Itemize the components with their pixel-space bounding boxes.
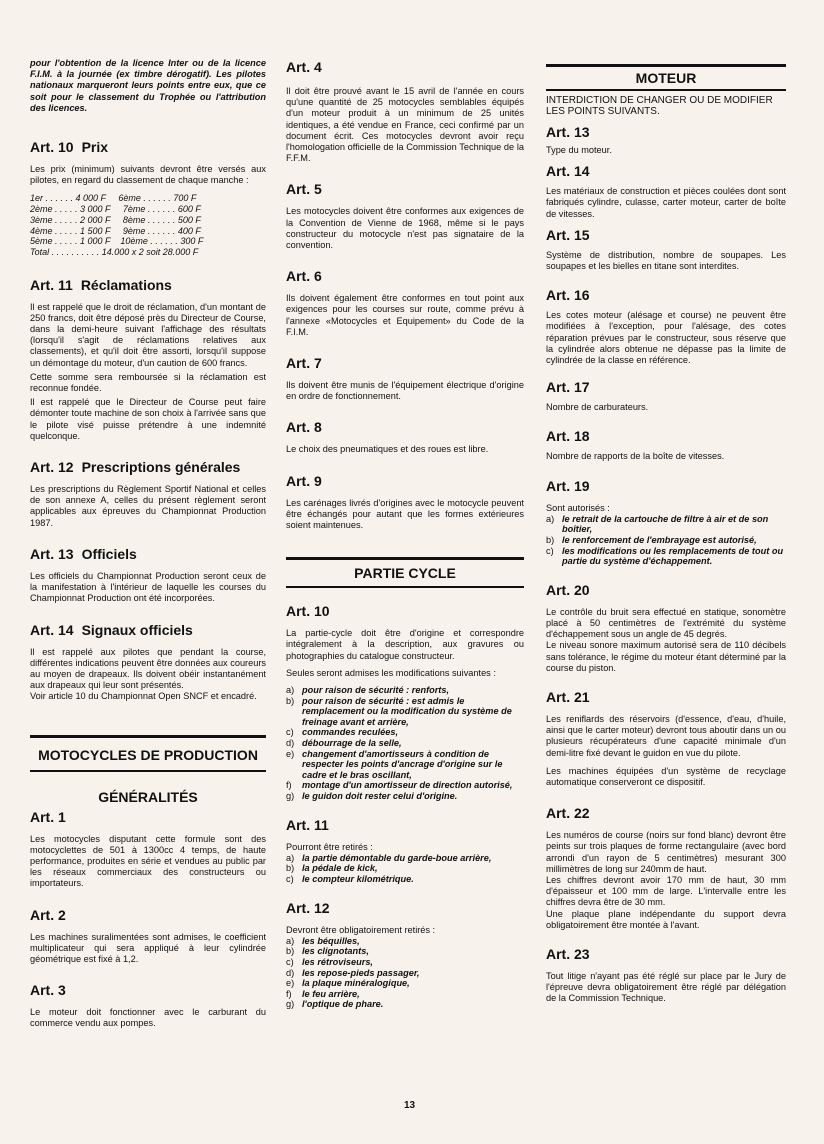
prize-table <box>30 193 266 257</box>
page-number: 13 <box>404 1100 416 1111</box>
authorized-list <box>546 514 786 567</box>
column-3 <box>546 58 786 1005</box>
art-14-text: Voir article 10 du Championnat Open SNCF et encadré. <box>30 691 257 702</box>
column-2 <box>286 58 524 1010</box>
art-10-text: Les prix (minimum) suivants devront être versés aux pilotes, en regard du classement de chaque manche : <box>30 164 266 186</box>
list-item: a) la partie démontable du garde-boue arrière, <box>286 852 492 863</box>
art-10b-text: La partie-cycle doit être d'origine et correspondre intégralement à la description, aux gravures ou photographies du catalogue constructeur. <box>286 628 524 661</box>
list-item: g) l'optique de phare. <box>286 999 384 1010</box>
removable-list <box>286 853 524 885</box>
art-11-text: Il est rappelé que le droit de réclamation, d'un montant de 250 francs, doit être déposé près du Directeur de Course, dans la demi-heure suivant l'affichage des résultats (lorsqu'il s'agit de réclamations relatives aux classements), et qu'il doit être assorti, lorsqu'il suppose un démontage du moteur, d'un caution de 600 francs. <box>30 301 266 368</box>
list-item: b) le renforcement de l'embrayage est autorisé, <box>546 535 757 546</box>
art-12b-text: Devront être obligatoirement retirés : <box>286 924 436 935</box>
art-21c-text: Les reniflards des réservoirs (d'essence, d'eau, d'huile, ainsi que le carter moteur) devront tous aboutir dans un ou plusieurs récupérateurs d'une capacité minimale d'un demi-litre fixé devant le guidon en vue du pilote. <box>546 714 786 758</box>
prize-row: 4ème . . . . . 1 500 F 9ème . . . . . . 400 F <box>30 225 201 236</box>
art-12-text: Les prescriptions du Règlement Sportif National et celles de son annexe A, celles du présent règlement seront applicables aux épreuves du Championnat Production 1987. <box>30 484 266 528</box>
list-item: g) le guidon doit rester celui d'origine. <box>286 791 458 802</box>
art-21c-heading: Art. 21 <box>546 689 590 706</box>
list-item: a) les béquilles, <box>286 935 360 946</box>
art-13c-text: Type du moteur. <box>546 145 612 155</box>
art-11-heading: Art. 11 Réclamations <box>30 276 172 293</box>
art-11b-heading: Art. 11 <box>286 816 329 833</box>
modifications-list <box>286 685 524 802</box>
art-6-heading: Art. 6 <box>286 268 322 285</box>
list-item: f) le feu arrière, <box>286 988 360 999</box>
art-22c-text: Les chiffres devront avoir 170 mm de haut, 30 mm d'épaisseur et 100 mm de large. L'intervalle entre les chiffres devra être de 30 mm. <box>546 875 786 908</box>
prize-row: 1er . . . . . . 4 000 F 6ème . . . . . . 700 F <box>30 193 197 204</box>
art-6-text: Ils doivent également être conformes en tout point aux exigences pour les courses sur route, comme prévu à l'annexe «Motocycles et Equipement» du Code de la F.I.M. <box>286 293 524 337</box>
intro-text: pour l'obtention de la licence Inter ou de la licence F.I.M. à la journée (ex timbre dérogatif). Les pilotes nationaux marqueront leurs points entre eux, que ce soit pour le classement du Trophée ou l'attribution des licences. <box>30 58 266 113</box>
art-21c-text: Les machines équipées d'un système de recyclage automatique conserveront ce dispositif. <box>546 765 786 788</box>
art-13-text: Les officiels du Championnat Production seront ceux de la manifestation à l'intérieur de laquelle les courses du Championnat Production ont été incorporées. <box>30 570 266 604</box>
art-3-heading: Art. 3 <box>30 982 66 999</box>
art-16c-text: Les cotes moteur (alésage et course) ne peuvent être modifiées à l'exception, pour l'alésage, des cotes réparation prévues par le constructeur, sous réserve que la cylindrée alors obtenue ne dépasse pas la limite de cylindrée de la classe en référence. <box>546 310 786 366</box>
prize-row: 5ème . . . . . 1 000 F 10ème . . . . . . 300 F <box>30 236 204 247</box>
prize-row: 3ème . . . . . 2 000 F 8ème . . . . . . 500 F <box>30 214 201 225</box>
art-7-text: Ils doivent être munis de l'équipement électrique d'origine en ordre de fonctionnement. <box>286 380 524 402</box>
art-12-heading: Art. 12 Prescriptions générales <box>30 459 241 476</box>
art-8-heading: Art. 8 <box>286 419 322 436</box>
list-item: c) les rétroviseurs, <box>286 956 373 967</box>
art-14c-text: Les matériaux de construction et pièces coulées dont sont fabriqués cylindre, culasse, carter moteur, carter de boîte de vitesses. <box>546 186 786 219</box>
list-item: b) pour raison de sécurité : est admis le remplacement ou la modification du système de freinage avant et arrière, <box>286 695 512 727</box>
art-4-heading: Art. 4 <box>286 59 322 75</box>
moteur-intro: INTERDICTION DE CHANGER OU DE MODIFIER LES POINTS SUIVANTS. <box>546 95 773 117</box>
art-10b-heading: Art. 10 <box>286 603 330 620</box>
art-4-text: Il doit être prouvé avant le 15 avril de l'année en cours qu'une quantité de 25 motocycles semblables équipés d'un moteur produit à un minimum de 25 unités identiques, a été vendue en France, ceci confirmé par un document écrit. Ces motocycles devront avoir reçu l'homologation officielle de la Commission Technique de la F.F.M. <box>286 86 524 164</box>
art-18c-heading: Art. 18 <box>546 428 590 445</box>
art-20c-heading: Art. 20 <box>546 581 590 598</box>
list-item: c) commandes reculées, <box>286 727 399 738</box>
prize-row: 2ème . . . . . 3 000 F 7ème . . . . . . 600 F <box>30 204 201 215</box>
art-2-heading: Art. 2 <box>30 906 66 923</box>
art-18c-text: Nombre de rapports de la boîte de vitesses. <box>546 451 725 462</box>
art-14c-heading: Art. 14 <box>546 163 590 180</box>
art-15c-text: Système de distribution, nombre de soupapes. Les soupapes et les bielles en titane sont interdites. <box>546 249 786 272</box>
art-17c-heading: Art. 17 <box>546 379 590 396</box>
section-title: MOTOCYCLES DE PRODUCTION <box>38 746 258 763</box>
art-23c-text: Tout litige n'ayant pas été réglé sur place par le Jury de l'épreuve devra obligatoirement être réglé par délégation de la Commission Technique. <box>546 971 786 1004</box>
art-19c-text: Sont autorisés : <box>546 502 610 513</box>
art-22c-heading: Art. 22 <box>546 805 590 822</box>
art-11b-text: Pourront être retirés : <box>286 841 373 852</box>
mandatory-removal-list <box>286 936 524 1010</box>
art-10b-text: Seules seront admises les modifications suivantes : <box>286 667 496 678</box>
art-1-text: Les motocycles disputant cette formule sont des motocyclettes de 501 à 1300cc 4 temps, de haute performance, produites en série et vendues au public par les réseaux commerciaux des constructeurs ou importateurs. <box>30 833 266 889</box>
list-item: c) les modifications ou les remplacements de tout ou partie du système d'échappement. <box>546 545 784 567</box>
art-14-heading: Art. 14 Signaux officiels <box>30 621 193 638</box>
art-11-text: Il est rappelé que le Directeur de Course peut faire démonter toute machine de son choix à l'arrivée sans que le pilote visé puisse prétendre à une indemnité quelconque. <box>30 397 266 441</box>
art-19c-heading: Art. 19 <box>546 477 590 494</box>
list-item: a) le retrait de la cartouche de filtre à air et de son boîtier, <box>546 513 769 535</box>
art-22c-text: Les numéros de course (noirs sur fond blanc) devront être peints sur trois plaques de forme rectangulaire (avec bord arrondi d'un rayon de 5 centimètres) mesurant 300 millimètres de long sur 240mm de haut. <box>546 830 786 874</box>
art-20c-text: Le niveau sonore maximum autorisé sera de 110 décibels sans tolérance, le régime du moteur étant déterminé par la course du piston. <box>546 640 786 673</box>
art-5-heading: Art. 5 <box>286 181 322 198</box>
art-5-text: Les motocycles doivent être conformes aux exigences de la Convention de Vienne de 1968, même si le pays constructeur du motocycle n'est pas signataire de la convention. <box>286 206 524 251</box>
list-item: c) le compteur kilométrique. <box>286 874 414 884</box>
art-22c-text: Une plaque plane indépendante du support devra obligatoirement être montée à l'avant. <box>546 908 786 930</box>
art-3-text: Le moteur doit fonctionner avec le carburant du commerce vendu aux pompes. <box>30 1007 266 1029</box>
art-12b-heading: Art. 12 <box>286 899 330 916</box>
art-9-text: Les carénages livrés d'origines avec le motocycle peuvent être échangés pour autant que les formes extérieures soient maintenues. <box>286 497 524 531</box>
art-11-text: Cette somme sera remboursée si la réclamation est reconnue fondée. <box>30 371 266 394</box>
art-1-heading: Art. 1 <box>30 808 66 825</box>
section-title: MOTEUR <box>635 70 697 86</box>
art-23c-heading: Art. 23 <box>546 946 590 963</box>
art-15c-heading: Art. 15 <box>546 226 590 243</box>
art-2-text: Les machines suralimentées sont admises, le coefficient multiplicateur qui sera appliqué à leur cylindrée géométrique est fixé à 1,2. <box>30 931 266 964</box>
art-13c-heading: Art. 13 <box>546 124 590 140</box>
art-17c-text: Nombre de carburateurs. <box>546 402 649 413</box>
art-20c-text: Le contrôle du bruit sera effectué en statique, sonomètre placé à 50 centimètres de l'extrémité du système d'échappement sous un angle de 45 degrés. <box>546 606 786 640</box>
art-14-text: Il est rappelé aux pilotes que pendant la course, différentes indications peuvent être données aux coureurs au moyen de drapeaux. Ils doivent obéir instantanément aux drapeaux qui leur sont présentés. <box>30 646 266 691</box>
list-item: e) changement d'amortisseurs à condition de respecter les points d'ancrage d'origine sur le cadre et le bras oscillant, <box>286 748 503 780</box>
art-8-text: Le choix des pneumatiques et des roues est libre. <box>286 444 489 455</box>
art-10-heading: Art. 10 Prix <box>30 139 109 156</box>
column-1 <box>30 58 266 1030</box>
list-item: d) les repose-pieds passager, <box>286 967 420 978</box>
list-item: f) montage d'un amortisseur de direction autorisé, <box>286 780 513 791</box>
section-title: PARTIE CYCLE <box>354 565 456 582</box>
list-item: e) la plaque minéralogique, <box>286 978 410 989</box>
subsection-title: GÉNÉRALITÉS <box>98 788 198 805</box>
art-7-heading: Art. 7 <box>286 355 322 372</box>
prize-total: Total . . . . . . . . . . 14.000 x 2 soit 28.000 F <box>30 246 199 257</box>
list-item: d) débourrage de la selle, <box>286 738 402 749</box>
art-13-heading: Art. 13 Officiels <box>30 545 137 562</box>
list-item: b) la pédale de kick, <box>286 863 378 874</box>
art-16c-heading: Art. 16 <box>546 287 590 304</box>
list-item: a) pour raison de sécurité : renforts, <box>286 685 450 696</box>
art-9-heading: Art. 9 <box>286 472 322 489</box>
list-item: b) les clignotants, <box>286 946 369 957</box>
